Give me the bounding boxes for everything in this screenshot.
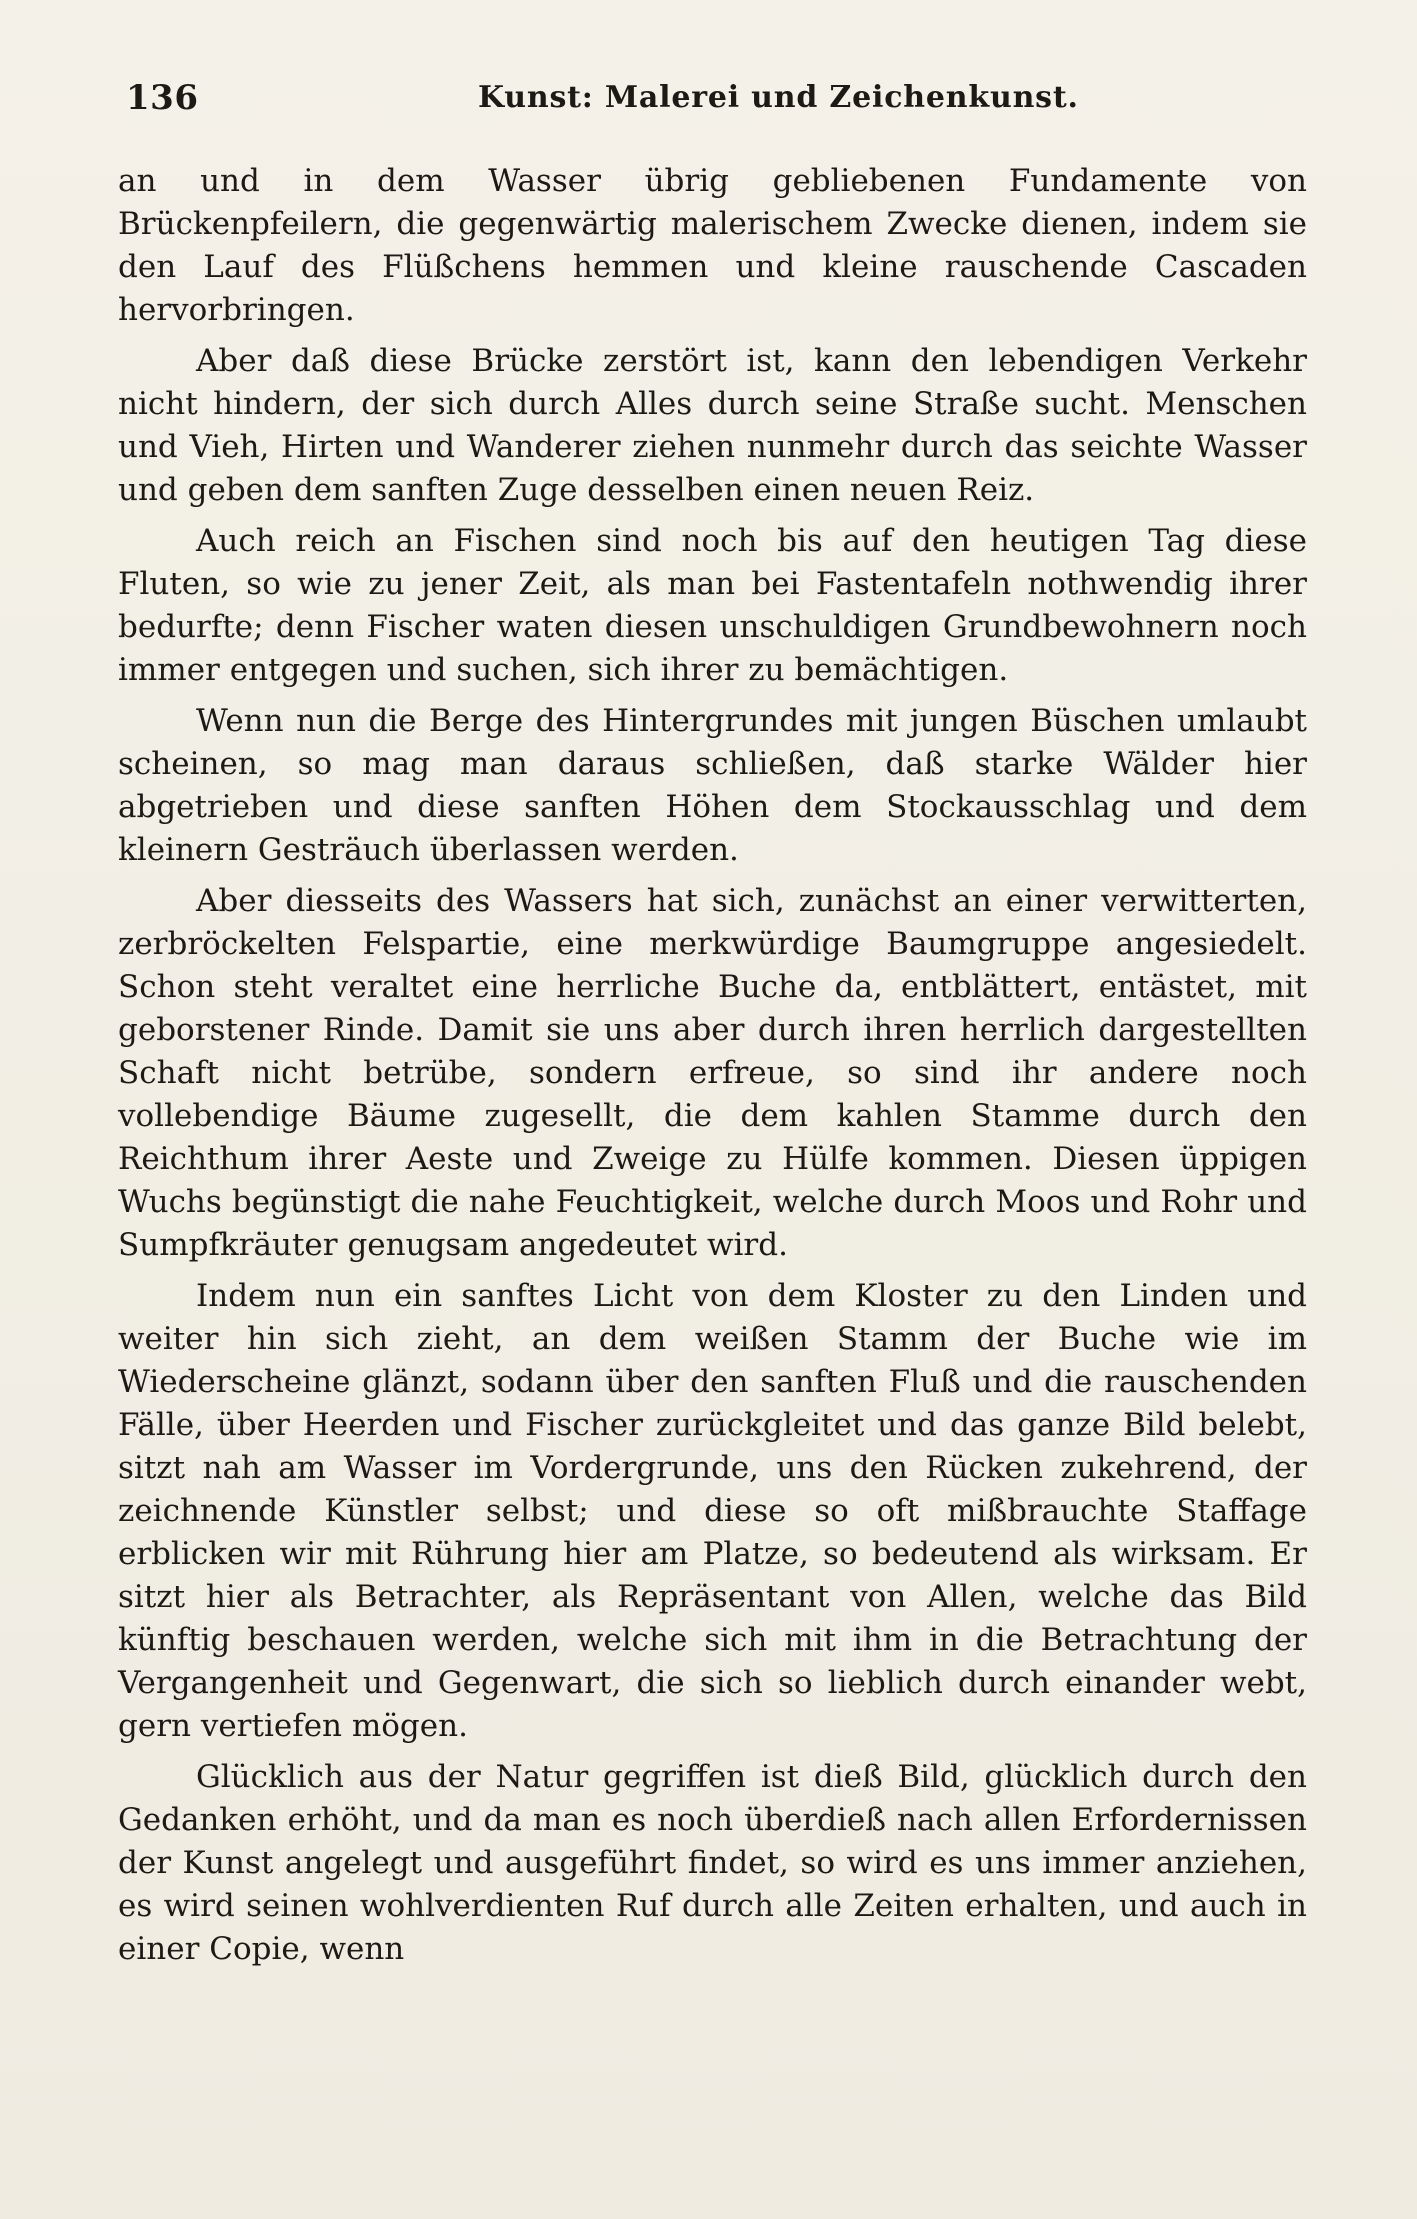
running-title: Kunst: Malerei und Zeichenkunst.: [478, 80, 1079, 115]
paragraph: Glücklich aus der Natur gegriffen ist dieß Bild, glücklich durch den Gedanken erhöht, und da man es noch überdieß nach allen Erfordernissen der Kunst angelegt und ausgeführt findet, so wird es uns immer anziehen, es wird seinen wohlverdienten Ruf durch alle Zeiten erhalten, und auch in einer Copie, wenn: [118, 1759, 1307, 1967]
page-header: [118, 70, 1307, 126]
paragraph: Auch reich an Fischen sind noch bis auf den heutigen Tag diese Fluten, so wie zu jener Zeit, als man bei Fastentafeln nothwendig ihrer bedurfte; denn Fischer waten diesen unschuldigen Grundbewohnern noch immer entgegen und suchen, sich ihrer zu bemächtigen.: [118, 523, 1307, 688]
paragraph: Aber daß diese Brücke zerstört ist, kann den lebendigen Verkehr nicht hindern, der sich durch Alles durch seine Straße sucht. Menschen und Vieh, Hirten und Wanderer ziehen nunmehr durch das seichte Wasser und geben dem sanften Zuge desselben einen neuen Reiz.: [118, 343, 1307, 508]
paragraph: Indem nun ein sanftes Licht von dem Kloster zu den Linden und weiter hin sich zieht, an dem weißen Stamm der Buche wie im Wiederscheine glänzt, sodann über den sanften Fluß und die rauschenden Fälle, über Heerden und Fischer zurückgleitet und das ganze Bild belebt, sitzt nah am Wasser im Vordergrunde, uns den Rücken zukehrend, der zeichnende Künstler selbst; und diese so oft mißbrauchte Staffage erblicken wir mit Rührung hier am Platze, so bedeutend als wirksam. Er sitzt hier als Betrachter, als Repräsentant von Allen, welche das Bild künftig beschauen werden, welche sich mit ihm in die Betrachtung der Vergangenheit und Gegenwart, die sich so lieblich durch einander webt, gern vertiefen mögen.: [118, 1278, 1307, 1744]
paragraph: Aber diesseits des Wassers hat sich, zunächst an einer verwitterten, zerbröckelten Felspartie, eine merkwürdige Baumgruppe angesiedelt. Schon steht veraltet eine herrliche Buche da, entblättert, entästet, mit geborstener Rinde. Damit sie uns aber durch ihren herrlich dargestellten Schaft nicht betrübe, sondern erfreue, so sind ihr andere noch vollebendige Bäume zugesellt, die dem kahlen Stamme durch den Reichthum ihrer Aeste und Zweige zu Hülfe kommen. Diesen üppigen Wuchs begünstigt die nahe Feuchtigkeit, welche durch Moos und Rohr und Sumpfkräuter genugsam angedeutet wird.: [118, 883, 1307, 1263]
body-text: [118, 160, 1307, 1971]
paragraph: an und in dem Wasser übrig gebliebenen Fundamente von Brückenpfeilern, die gegenwärtig malerischem Zwecke dienen, indem sie den Lauf des Flüßchens hemmen und kleine rauschende Cascaden hervorbringen.: [118, 163, 1307, 328]
page-number: 136: [126, 78, 199, 118]
paragraph: Wenn nun die Berge des Hintergrundes mit jungen Büschen umlaubt scheinen, so mag man daraus schließen, daß starke Wälder hier abgetrieben und diese sanften Höhen dem Stockausschlag und dem kleinern Gesträuch überlassen werden.: [118, 703, 1307, 868]
